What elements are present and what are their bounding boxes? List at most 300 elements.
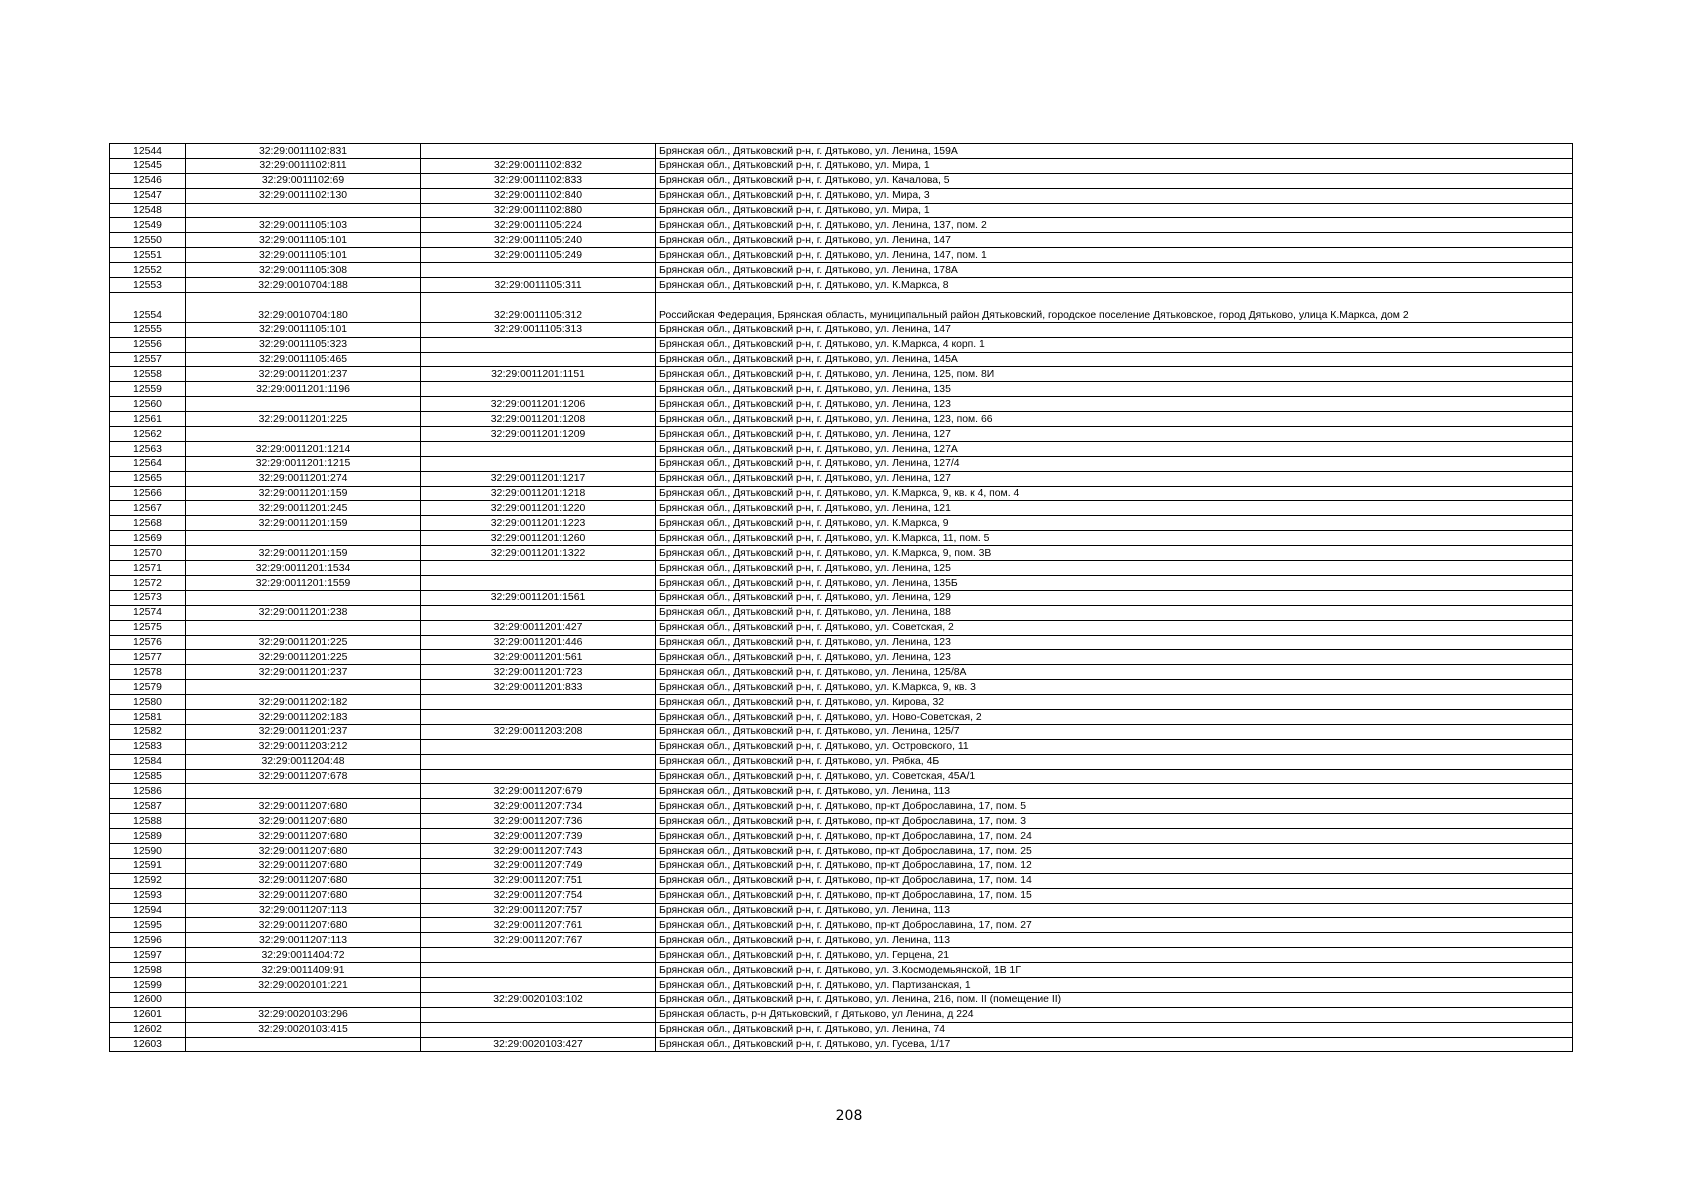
table-row xyxy=(110,918,1573,933)
row-number-cell: 12597 xyxy=(110,948,186,963)
table-row xyxy=(110,218,1573,233)
row-number-cell: 12546 xyxy=(110,173,186,188)
related-cadastral-number-cell xyxy=(421,144,656,159)
row-number-cell: 12576 xyxy=(110,635,186,650)
related-cadastral-number-cell xyxy=(421,948,656,963)
row-number-cell: 12585 xyxy=(110,769,186,784)
address-cell: Брянская обл., Дятьковский р-н, г. Дятьково, пр-кт Доброславина, 17, пом. 12 xyxy=(656,858,1573,873)
related-cadastral-number-cell: 32:29:0011105:312 xyxy=(421,292,656,322)
table-row xyxy=(110,337,1573,352)
cadastral-number-cell xyxy=(186,590,421,605)
row-number-cell: 12600 xyxy=(110,992,186,1007)
row-number-cell: 12577 xyxy=(110,650,186,665)
address-cell: Брянская обл., Дятьковский р-н, г. Дятьково, ул. Ленина, 125, пом. 8И xyxy=(656,367,1573,382)
row-number-cell: 12582 xyxy=(110,724,186,739)
row-number-cell: 12557 xyxy=(110,352,186,367)
cadastral-number-cell: 32:29:0020103:296 xyxy=(186,1007,421,1022)
related-cadastral-number-cell: 32:29:0011201:723 xyxy=(421,665,656,680)
row-number-cell: 12555 xyxy=(110,322,186,337)
address-cell: Брянская обл., Дятьковский р-н, г. Дятьково, ул. Ленина, 125/7 xyxy=(656,724,1573,739)
row-number-cell: 12596 xyxy=(110,933,186,948)
row-number-cell: 12551 xyxy=(110,248,186,263)
cadastral-number-cell: 32:29:0011201:159 xyxy=(186,546,421,561)
table-row xyxy=(110,903,1573,918)
cadastral-number-cell: 32:29:0020103:415 xyxy=(186,1022,421,1037)
address-cell: Брянская обл., Дятьковский р-н, г. Дятьково, ул. Ленина, 188 xyxy=(656,605,1573,620)
cadastral-number-cell: 32:29:0011207:680 xyxy=(186,843,421,858)
table-row xyxy=(110,754,1573,769)
row-number-cell: 12603 xyxy=(110,1037,186,1052)
table-row xyxy=(110,605,1573,620)
table-row xyxy=(110,948,1573,963)
table-row xyxy=(110,412,1573,427)
registry-table-body xyxy=(110,144,1573,1052)
related-cadastral-number-cell: 32:29:0011207:754 xyxy=(421,888,656,903)
address-cell: Брянская обл., Дятьковский р-н, г. Дятьково, ул. Ленина, 125 xyxy=(656,561,1573,576)
address-cell: Брянская обл., Дятьковский р-н, г. Дятьково, ул. Ленина, 145А xyxy=(656,352,1573,367)
address-cell: Брянская обл., Дятьковский р-н, г. Дятьково, ул. Ленина, 127 xyxy=(656,427,1573,442)
table-row xyxy=(110,1007,1573,1022)
related-cadastral-number-cell xyxy=(421,575,656,590)
related-cadastral-number-cell xyxy=(421,963,656,978)
cadastral-number-cell: 32:29:0011201:225 xyxy=(186,635,421,650)
address-cell: Брянская обл., Дятьковский р-н, г. Дятьково, ул. К.Маркса, 9 xyxy=(656,516,1573,531)
cadastral-number-cell: 32:29:0011201:1215 xyxy=(186,456,421,471)
related-cadastral-number-cell: 32:29:0011102:832 xyxy=(421,158,656,173)
cadastral-number-cell: 32:29:0011404:72 xyxy=(186,948,421,963)
table-row xyxy=(110,1022,1573,1037)
page-number: 208 xyxy=(835,1108,863,1124)
address-cell: Брянская обл., Дятьковский р-н, г. Дятьково, ул. Ленина, 159А xyxy=(656,144,1573,159)
cadastral-number-cell: 32:29:0011201:237 xyxy=(186,665,421,680)
related-cadastral-number-cell: 32:29:0011201:1223 xyxy=(421,516,656,531)
table-row xyxy=(110,471,1573,486)
address-cell: Брянская обл., Дятьковский р-н, г. Дятьково, ул. Ленина, 123 xyxy=(656,397,1573,412)
related-cadastral-number-cell xyxy=(421,695,656,710)
row-number-cell: 12572 xyxy=(110,575,186,590)
related-cadastral-number-cell: 32:29:0011105:249 xyxy=(421,248,656,263)
table-row xyxy=(110,486,1573,501)
table-row xyxy=(110,933,1573,948)
related-cadastral-number-cell xyxy=(421,977,656,992)
cadastral-number-cell: 32:29:0011102:69 xyxy=(186,173,421,188)
table-row xyxy=(110,873,1573,888)
table-row xyxy=(110,248,1573,263)
related-cadastral-number-cell: 32:29:0011207:739 xyxy=(421,829,656,844)
table-row xyxy=(110,695,1573,710)
table-row xyxy=(110,963,1573,978)
address-cell: Брянская обл., Дятьковский р-н, г. Дятьково, ул. Рябка, 4Б xyxy=(656,754,1573,769)
table-row xyxy=(110,188,1573,203)
row-number-cell: 12547 xyxy=(110,188,186,203)
cadastral-number-cell: 32:29:0011105:323 xyxy=(186,337,421,352)
row-number-cell: 12553 xyxy=(110,278,186,293)
related-cadastral-number-cell xyxy=(421,456,656,471)
related-cadastral-number-cell: 32:29:0011201:1561 xyxy=(421,590,656,605)
row-number-cell: 12559 xyxy=(110,382,186,397)
cadastral-number-cell: 32:29:0011207:678 xyxy=(186,769,421,784)
row-number-cell: 12560 xyxy=(110,397,186,412)
related-cadastral-number-cell: 32:29:0011201:446 xyxy=(421,635,656,650)
row-number-cell: 12550 xyxy=(110,233,186,248)
row-number-cell: 12593 xyxy=(110,888,186,903)
address-cell: Брянская обл., Дятьковский р-н, г. Дятьково, пр-кт Доброславина, 17, пом. 27 xyxy=(656,918,1573,933)
row-number-cell: 12575 xyxy=(110,620,186,635)
table-row xyxy=(110,814,1573,829)
row-number-cell: 12563 xyxy=(110,441,186,456)
address-cell: Брянская обл., Дятьковский р-н, г. Дятьково, ул. К.Маркса, 11, пом. 5 xyxy=(656,531,1573,546)
related-cadastral-number-cell xyxy=(421,352,656,367)
row-number-cell: 12595 xyxy=(110,918,186,933)
address-cell: Брянская обл., Дятьковский р-н, г. Дятьково, ул. К.Маркса, 8 xyxy=(656,278,1573,293)
related-cadastral-number-cell: 32:29:0011207:757 xyxy=(421,903,656,918)
table-row xyxy=(110,441,1573,456)
related-cadastral-number-cell: 32:29:0011201:561 xyxy=(421,650,656,665)
address-cell: Брянская обл., Дятьковский р-н, г. Дятьково, ул. Ленина, 74 xyxy=(656,1022,1573,1037)
address-cell: Брянская обл., Дятьковский р-н, г. Дятьково, пр-кт Доброславина, 17, пом. 5 xyxy=(656,799,1573,814)
address-cell: Брянская обл., Дятьковский р-н, г. Дятьково, пр-кт Доброславина, 17, пом. 15 xyxy=(656,888,1573,903)
cadastral-number-cell: 32:29:0011202:182 xyxy=(186,695,421,710)
address-cell: Брянская обл., Дятьковский р-н, г. Дятьково, ул. Ленина, 113 xyxy=(656,903,1573,918)
table-row xyxy=(110,977,1573,992)
table-row xyxy=(110,620,1573,635)
table-row xyxy=(110,367,1573,382)
cadastral-number-cell: 32:29:0011201:159 xyxy=(186,516,421,531)
row-number-cell: 12545 xyxy=(110,158,186,173)
cadastral-number-cell: 32:29:0011201:238 xyxy=(186,605,421,620)
table-row xyxy=(110,888,1573,903)
row-number-cell: 12574 xyxy=(110,605,186,620)
address-cell: Российская Федерация, Брянская область, муниципальный район Дятьковский, городское поселение Дятьковское, город Дятьково, улица К.Маркса, дом 2 xyxy=(656,292,1573,322)
address-cell: Брянская обл., Дятьковский р-н, г. Дятьково, ул. Кирова, 32 xyxy=(656,695,1573,710)
table-row xyxy=(110,173,1573,188)
related-cadastral-number-cell xyxy=(421,441,656,456)
address-cell: Брянская обл., Дятьковский р-н, г. Дятьково, ул. Ленина, 137, пом. 2 xyxy=(656,218,1573,233)
related-cadastral-number-cell xyxy=(421,605,656,620)
table-row xyxy=(110,829,1573,844)
related-cadastral-number-cell xyxy=(421,263,656,278)
related-cadastral-number-cell: 32:29:0020103:427 xyxy=(421,1037,656,1052)
cadastral-number-cell: 32:29:0011202:183 xyxy=(186,709,421,724)
cadastral-number-cell xyxy=(186,531,421,546)
row-number-cell: 12589 xyxy=(110,829,186,844)
address-cell: Брянская обл., Дятьковский р-н, г. Дятьково, ул. Ленина, 135 xyxy=(656,382,1573,397)
row-number-cell: 12584 xyxy=(110,754,186,769)
cadastral-number-cell: 32:29:0011201:1534 xyxy=(186,561,421,576)
address-cell: Брянская обл., Дятьковский р-н, г. Дятьково, ул. Советская, 45А/1 xyxy=(656,769,1573,784)
row-number-cell: 12601 xyxy=(110,1007,186,1022)
address-cell: Брянская область, р-н Дятьковский, г Дятьково, ул Ленина, д 224 xyxy=(656,1007,1573,1022)
related-cadastral-number-cell xyxy=(421,769,656,784)
table-row xyxy=(110,992,1573,1007)
related-cadastral-number-cell xyxy=(421,709,656,724)
address-cell: Брянская обл., Дятьковский р-н, г. Дятьково, пр-кт Доброславина, 17, пом. 24 xyxy=(656,829,1573,844)
cadastral-number-cell xyxy=(186,1037,421,1052)
cadastral-number-cell: 32:29:0011201:1214 xyxy=(186,441,421,456)
cadastral-number-cell: 32:29:0011207:680 xyxy=(186,918,421,933)
cadastral-number-cell: 32:29:0011201:159 xyxy=(186,486,421,501)
table-row xyxy=(110,203,1573,218)
row-number-cell: 12544 xyxy=(110,144,186,159)
address-cell: Брянская обл., Дятьковский р-н, г. Дятьково, ул. Ленина, 113 xyxy=(656,784,1573,799)
cadastral-number-cell: 32:29:0011105:308 xyxy=(186,263,421,278)
cadastral-number-cell xyxy=(186,397,421,412)
address-cell: Брянская обл., Дятьковский р-н, г. Дятьково, ул. Мира, 1 xyxy=(656,158,1573,173)
related-cadastral-number-cell: 32:29:0011201:1260 xyxy=(421,531,656,546)
table-row xyxy=(110,590,1573,605)
address-cell: Брянская обл., Дятьковский р-н, г. Дятьково, ул. К.Маркса, 9, кв. к 4, пом. 4 xyxy=(656,486,1573,501)
related-cadastral-number-cell: 32:29:0011102:833 xyxy=(421,173,656,188)
address-cell: Брянская обл., Дятьковский р-н, г. Дятьково, ул. Ленина, 147, пом. 1 xyxy=(656,248,1573,263)
address-cell: Брянская обл., Дятьковский р-н, г. Дятьково, ул. Островского, 11 xyxy=(656,739,1573,754)
related-cadastral-number-cell: 32:29:0011207:736 xyxy=(421,814,656,829)
address-cell: Брянская обл., Дятьковский р-н, г. Дятьково, ул. К.Маркса, 4 корп. 1 xyxy=(656,337,1573,352)
address-cell: Брянская обл., Дятьковский р-н, г. Дятьково, ул. Партизанская, 1 xyxy=(656,977,1573,992)
table-row xyxy=(110,263,1573,278)
table-row xyxy=(110,158,1573,173)
address-cell: Брянская обл., Дятьковский р-н, г. Дятьково, пр-кт Доброславина, 17, пом. 25 xyxy=(656,843,1573,858)
row-number-cell: 12556 xyxy=(110,337,186,352)
cadastral-number-cell: 32:29:0011207:680 xyxy=(186,873,421,888)
row-number-cell: 12565 xyxy=(110,471,186,486)
cadastral-number-cell xyxy=(186,784,421,799)
cadastral-number-cell xyxy=(186,620,421,635)
cadastral-number-cell: 32:29:0020101:221 xyxy=(186,977,421,992)
row-number-cell: 12564 xyxy=(110,456,186,471)
related-cadastral-number-cell: 32:29:0011201:1218 xyxy=(421,486,656,501)
cadastral-number-cell: 32:29:0011102:831 xyxy=(186,144,421,159)
address-cell: Брянская обл., Дятьковский р-н, г. Дятьково, ул. Ленина, 178А xyxy=(656,263,1573,278)
related-cadastral-number-cell: 32:29:0011203:208 xyxy=(421,724,656,739)
row-number-cell: 12558 xyxy=(110,367,186,382)
address-cell: Брянская обл., Дятьковский р-н, г. Дятьково, ул. Ленина, 121 xyxy=(656,501,1573,516)
table-row xyxy=(110,144,1573,159)
related-cadastral-number-cell xyxy=(421,1007,656,1022)
table-row xyxy=(110,531,1573,546)
row-number-cell: 12579 xyxy=(110,680,186,695)
table-row xyxy=(110,292,1573,322)
address-cell: Брянская обл., Дятьковский р-н, г. Дятьково, ул. Качалова, 5 xyxy=(656,173,1573,188)
related-cadastral-number-cell xyxy=(421,739,656,754)
address-cell: Брянская обл., Дятьковский р-н, г. Дятьково, ул. Ленина, 123 xyxy=(656,635,1573,650)
row-number-cell: 12549 xyxy=(110,218,186,233)
row-number-cell: 12586 xyxy=(110,784,186,799)
address-cell: Брянская обл., Дятьковский р-н, г. Дятьково, ул. Ленина, 216, пом. II (помещение II) xyxy=(656,992,1573,1007)
table-row xyxy=(110,352,1573,367)
related-cadastral-number-cell: 32:29:0011201:1322 xyxy=(421,546,656,561)
row-number-cell: 12570 xyxy=(110,546,186,561)
row-number-cell: 12562 xyxy=(110,427,186,442)
address-cell: Брянская обл., Дятьковский р-н, г. Дятьково, ул. Советская, 2 xyxy=(656,620,1573,635)
related-cadastral-number-cell: 32:29:0011207:743 xyxy=(421,843,656,858)
related-cadastral-number-cell: 32:29:0020103:102 xyxy=(421,992,656,1007)
row-number-cell: 12567 xyxy=(110,501,186,516)
cadastral-number-cell: 32:29:0011207:680 xyxy=(186,814,421,829)
row-number-cell: 12552 xyxy=(110,263,186,278)
related-cadastral-number-cell xyxy=(421,382,656,397)
table-row xyxy=(110,784,1573,799)
table-row xyxy=(110,397,1573,412)
row-number-cell: 12568 xyxy=(110,516,186,531)
table-row xyxy=(110,278,1573,293)
table-row xyxy=(110,1037,1573,1052)
table-row xyxy=(110,858,1573,873)
address-cell: Брянская обл., Дятьковский р-н, г. Дятьково, ул. Ленина, 129 xyxy=(656,590,1573,605)
row-number-cell: 12581 xyxy=(110,709,186,724)
cadastral-number-cell: 32:29:0011201:245 xyxy=(186,501,421,516)
address-cell: Брянская обл., Дятьковский р-н, г. Дятьково, ул. Ленина, 125/8А xyxy=(656,665,1573,680)
address-cell: Брянская обл., Дятьковский р-н, г. Дятьково, ул. Мира, 3 xyxy=(656,188,1573,203)
row-number-cell: 12588 xyxy=(110,814,186,829)
registry-table xyxy=(109,143,1573,1052)
cadastral-number-cell: 32:29:0010704:180 xyxy=(186,292,421,322)
address-cell: Брянская обл., Дятьковский р-н, г. Дятьково, ул. Герцена, 21 xyxy=(656,948,1573,963)
related-cadastral-number-cell xyxy=(421,754,656,769)
cadastral-number-cell: 32:29:0011207:113 xyxy=(186,933,421,948)
cadastral-number-cell: 32:29:0011105:103 xyxy=(186,218,421,233)
cadastral-number-cell: 32:29:0011207:680 xyxy=(186,829,421,844)
row-number-cell: 12594 xyxy=(110,903,186,918)
table-row xyxy=(110,501,1573,516)
address-cell: Брянская обл., Дятьковский р-н, г. Дятьково, ул. Ленина, 123 xyxy=(656,650,1573,665)
related-cadastral-number-cell xyxy=(421,561,656,576)
related-cadastral-number-cell: 32:29:0011105:240 xyxy=(421,233,656,248)
address-cell: Брянская обл., Дятьковский р-н, г. Дятьково, ул. Ленина, 127А xyxy=(656,441,1573,456)
row-number-cell: 12590 xyxy=(110,843,186,858)
related-cadastral-number-cell: 32:29:0011207:679 xyxy=(421,784,656,799)
row-number-cell: 12569 xyxy=(110,531,186,546)
related-cadastral-number-cell: 32:29:0011201:427 xyxy=(421,620,656,635)
related-cadastral-number-cell: 32:29:0011207:761 xyxy=(421,918,656,933)
cadastral-number-cell: 32:29:0011201:237 xyxy=(186,367,421,382)
related-cadastral-number-cell: 32:29:0011102:880 xyxy=(421,203,656,218)
row-number-cell: 12561 xyxy=(110,412,186,427)
cadastral-number-cell: 32:29:0011105:101 xyxy=(186,322,421,337)
cadastral-number-cell: 32:29:0011207:680 xyxy=(186,888,421,903)
related-cadastral-number-cell: 32:29:0011201:1206 xyxy=(421,397,656,412)
cadastral-number-cell: 32:29:0011207:680 xyxy=(186,858,421,873)
row-number-cell: 12598 xyxy=(110,963,186,978)
related-cadastral-number-cell: 32:29:0011207:734 xyxy=(421,799,656,814)
cadastral-number-cell: 32:29:0010704:188 xyxy=(186,278,421,293)
related-cadastral-number-cell: 32:29:0011207:749 xyxy=(421,858,656,873)
row-number-cell: 12573 xyxy=(110,590,186,605)
related-cadastral-number-cell: 32:29:0011201:1209 xyxy=(421,427,656,442)
cadastral-number-cell: 32:29:0011203:212 xyxy=(186,739,421,754)
row-number-cell: 12566 xyxy=(110,486,186,501)
table-row xyxy=(110,382,1573,397)
related-cadastral-number-cell: 32:29:0011105:224 xyxy=(421,218,656,233)
address-cell: Брянская обл., Дятьковский р-н, г. Дятьково, ул. Ново-Советская, 2 xyxy=(656,709,1573,724)
table-row xyxy=(110,650,1573,665)
row-number-cell: 12554 xyxy=(110,292,186,322)
table-row xyxy=(110,799,1573,814)
table-row xyxy=(110,456,1573,471)
row-number-cell: 12571 xyxy=(110,561,186,576)
row-number-cell: 12599 xyxy=(110,977,186,992)
address-cell: Брянская обл., Дятьковский р-н, г. Дятьково, ул. Ленина, 147 xyxy=(656,322,1573,337)
address-cell: Брянская обл., Дятьковский р-н, г. Дятьково, ул. К.Маркса, 9, пом. 3В xyxy=(656,546,1573,561)
cadastral-number-cell: 32:29:0011105:465 xyxy=(186,352,421,367)
address-cell: Брянская обл., Дятьковский р-н, г. Дятьково, пр-кт Доброславина, 17, пом. 3 xyxy=(656,814,1573,829)
row-number-cell: 12587 xyxy=(110,799,186,814)
address-cell: Брянская обл., Дятьковский р-н, г. Дятьково, ул. Ленина, 113 xyxy=(656,933,1573,948)
related-cadastral-number-cell: 32:29:0011201:1220 xyxy=(421,501,656,516)
cadastral-number-cell xyxy=(186,992,421,1007)
cadastral-number-cell: 32:29:0011207:680 xyxy=(186,799,421,814)
cadastral-number-cell xyxy=(186,203,421,218)
table-row xyxy=(110,709,1573,724)
related-cadastral-number-cell: 32:29:0011201:1217 xyxy=(421,471,656,486)
table-row xyxy=(110,322,1573,337)
cadastral-number-cell xyxy=(186,427,421,442)
related-cadastral-number-cell: 32:29:0011105:313 xyxy=(421,322,656,337)
table-row xyxy=(110,561,1573,576)
cadastral-number-cell: 32:29:0011102:130 xyxy=(186,188,421,203)
address-cell: Брянская обл., Дятьковский р-н, г. Дятьково, ул. Ленина, 127 xyxy=(656,471,1573,486)
row-number-cell: 12580 xyxy=(110,695,186,710)
cadastral-number-cell: 32:29:0011201:1559 xyxy=(186,575,421,590)
table-row xyxy=(110,516,1573,531)
table-row xyxy=(110,724,1573,739)
cadastral-number-cell: 32:29:0011201:237 xyxy=(186,724,421,739)
cadastral-number-cell: 32:29:0011102:811 xyxy=(186,158,421,173)
cadastral-number-cell: 32:29:0011409:91 xyxy=(186,963,421,978)
cadastral-number-cell: 32:29:0011204:48 xyxy=(186,754,421,769)
table-row xyxy=(110,635,1573,650)
cadastral-number-cell xyxy=(186,680,421,695)
row-number-cell: 12602 xyxy=(110,1022,186,1037)
row-number-cell: 12591 xyxy=(110,858,186,873)
related-cadastral-number-cell: 32:29:0011207:767 xyxy=(421,933,656,948)
address-cell: Брянская обл., Дятьковский р-н, г. Дятьково, ул. З.Космодемьянской, 1В 1Г xyxy=(656,963,1573,978)
cadastral-number-cell: 32:29:0011201:225 xyxy=(186,650,421,665)
address-cell: Брянская обл., Дятьковский р-н, г. Дятьково, ул. Ленина, 123, пом. 66 xyxy=(656,412,1573,427)
related-cadastral-number-cell xyxy=(421,337,656,352)
address-cell: Брянская обл., Дятьковский р-н, г. Дятьково, ул. Мира, 1 xyxy=(656,203,1573,218)
table-row xyxy=(110,769,1573,784)
related-cadastral-number-cell: 32:29:0011105:311 xyxy=(421,278,656,293)
row-number-cell: 12548 xyxy=(110,203,186,218)
address-cell: Брянская обл., Дятьковский р-н, г. Дятьково, ул. Ленина, 147 xyxy=(656,233,1573,248)
table-row xyxy=(110,739,1573,754)
table-row xyxy=(110,233,1573,248)
cadastral-number-cell: 32:29:0011105:101 xyxy=(186,248,421,263)
address-cell: Брянская обл., Дятьковский р-н, г. Дятьково, ул. Ленина, 135Б xyxy=(656,575,1573,590)
related-cadastral-number-cell: 32:29:0011201:1208 xyxy=(421,412,656,427)
table-row xyxy=(110,575,1573,590)
row-number-cell: 12578 xyxy=(110,665,186,680)
cadastral-number-cell: 32:29:0011201:225 xyxy=(186,412,421,427)
row-number-cell: 12592 xyxy=(110,873,186,888)
table-row xyxy=(110,680,1573,695)
address-cell: Брянская обл., Дятьковский р-н, г. Дятьково, ул. К.Маркса, 9, кв. 3 xyxy=(656,680,1573,695)
table-row xyxy=(110,665,1573,680)
related-cadastral-number-cell: 32:29:0011207:751 xyxy=(421,873,656,888)
address-cell: Брянская обл., Дятьковский р-н, г. Дятьково, ул. Гусева, 1/17 xyxy=(656,1037,1573,1052)
related-cadastral-number-cell: 32:29:0011201:833 xyxy=(421,680,656,695)
related-cadastral-number-cell xyxy=(421,1022,656,1037)
table-row xyxy=(110,843,1573,858)
cadastral-number-cell: 32:29:0011105:101 xyxy=(186,233,421,248)
table-row xyxy=(110,546,1573,561)
row-number-cell: 12583 xyxy=(110,739,186,754)
cadastral-number-cell: 32:29:0011201:1196 xyxy=(186,382,421,397)
cadastral-number-cell: 32:29:0011201:274 xyxy=(186,471,421,486)
related-cadastral-number-cell: 32:29:0011201:1151 xyxy=(421,367,656,382)
address-cell: Брянская обл., Дятьковский р-н, г. Дятьково, пр-кт Доброславина, 17, пом. 14 xyxy=(656,873,1573,888)
table-row xyxy=(110,427,1573,442)
